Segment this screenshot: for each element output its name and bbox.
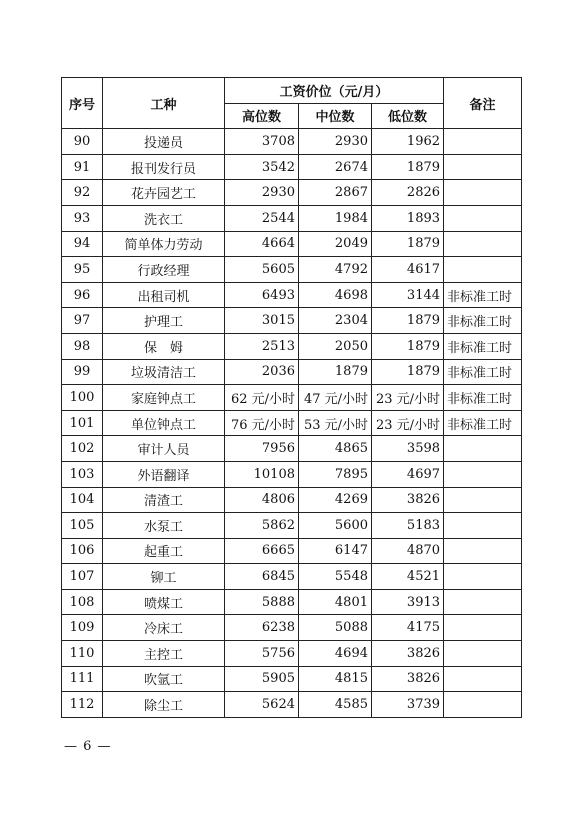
table-row bbox=[62, 308, 522, 334]
remark-cell bbox=[444, 180, 522, 206]
table-row bbox=[62, 692, 522, 718]
row-number-cell: 94 bbox=[62, 231, 103, 257]
wage-high-cell: 2036 bbox=[225, 359, 299, 385]
wage-mid-cell: 4269 bbox=[299, 487, 372, 513]
wage-high-cell: 3542 bbox=[225, 154, 299, 180]
remark-cell: 非标准工时 bbox=[444, 282, 522, 308]
remark-cell bbox=[444, 513, 522, 539]
row-number-cell: 91 bbox=[62, 154, 103, 180]
remark-cell bbox=[444, 666, 522, 692]
wage-low-cell: 3144 bbox=[372, 282, 444, 308]
remark-cell bbox=[444, 257, 522, 283]
row-number-cell: 95 bbox=[62, 257, 103, 283]
wage-mid-cell: 4801 bbox=[299, 589, 372, 615]
table-row bbox=[62, 513, 522, 539]
table-row bbox=[62, 385, 522, 411]
wage-mid-cell: 2867 bbox=[299, 180, 372, 206]
row-number-cell: 102 bbox=[62, 436, 103, 462]
wage-low-cell: 1879 bbox=[372, 359, 444, 385]
job-name-cell: 起重工 bbox=[103, 538, 225, 564]
row-number-cell: 103 bbox=[62, 461, 103, 487]
table-row bbox=[62, 154, 522, 180]
wage-high-cell: 2544 bbox=[225, 205, 299, 231]
job-name-cell: 审计人员 bbox=[103, 436, 225, 462]
wage-mid-cell: 4792 bbox=[299, 257, 372, 283]
job-name-cell: 投递员 bbox=[103, 129, 225, 155]
wage-high-cell: 5756 bbox=[225, 641, 299, 667]
wage-mid-cell: 1879 bbox=[299, 359, 372, 385]
header-mid: 中位数 bbox=[299, 103, 372, 129]
row-number-cell: 92 bbox=[62, 180, 103, 206]
wage-low-cell: 3598 bbox=[372, 436, 444, 462]
header-wage: 工资价位（元/月） bbox=[225, 78, 444, 104]
remark-cell bbox=[444, 564, 522, 590]
wage-high-cell: 2930 bbox=[225, 180, 299, 206]
remark-cell bbox=[444, 461, 522, 487]
job-name-cell: 铆工 bbox=[103, 564, 225, 590]
remark-cell: 非标准工时 bbox=[444, 410, 522, 436]
wage-mid-cell: 2049 bbox=[299, 231, 372, 257]
remark-cell bbox=[444, 487, 522, 513]
remark-cell bbox=[444, 231, 522, 257]
wage-low-cell: 1962 bbox=[372, 129, 444, 155]
row-number-cell: 97 bbox=[62, 308, 103, 334]
job-name-cell: 出租司机 bbox=[103, 282, 225, 308]
wage-mid-cell: 4815 bbox=[299, 666, 372, 692]
wage-mid-cell: 5088 bbox=[299, 615, 372, 641]
wage-high-cell: 3708 bbox=[225, 129, 299, 155]
job-name-cell: 吹氩工 bbox=[103, 666, 225, 692]
table-header bbox=[62, 78, 522, 129]
remark-cell bbox=[444, 589, 522, 615]
wage-low-cell: 3826 bbox=[372, 487, 444, 513]
job-name-cell: 家庭钟点工 bbox=[103, 385, 225, 411]
table-row bbox=[62, 129, 522, 155]
table-row bbox=[62, 589, 522, 615]
wage-low-cell: 1879 bbox=[372, 308, 444, 334]
wage-high-cell: 76 元/小时 bbox=[225, 410, 299, 436]
wage-low-cell: 1879 bbox=[372, 333, 444, 359]
header-no: 序号 bbox=[62, 78, 103, 129]
wage-low-cell: 5183 bbox=[372, 513, 444, 539]
table-row bbox=[62, 615, 522, 641]
job-name-cell: 冷床工 bbox=[103, 615, 225, 641]
job-name-cell: 简单体力劳动 bbox=[103, 231, 225, 257]
header-low: 低位数 bbox=[372, 103, 444, 129]
remark-cell bbox=[444, 538, 522, 564]
table-row bbox=[62, 436, 522, 462]
page-number: — 6 — bbox=[64, 739, 112, 754]
row-number-cell: 98 bbox=[62, 333, 103, 359]
wage-low-cell: 3826 bbox=[372, 641, 444, 667]
wage-high-cell: 5605 bbox=[225, 257, 299, 283]
job-name-cell: 垃圾清洁工 bbox=[103, 359, 225, 385]
row-number-cell: 93 bbox=[62, 205, 103, 231]
wage-mid-cell: 2050 bbox=[299, 333, 372, 359]
job-name-cell: 单位钟点工 bbox=[103, 410, 225, 436]
wage-low-cell: 23 元/小时 bbox=[372, 410, 444, 436]
wage-low-cell: 1879 bbox=[372, 154, 444, 180]
wage-low-cell: 3826 bbox=[372, 666, 444, 692]
wage-high-cell: 4664 bbox=[225, 231, 299, 257]
wage-high-cell: 3015 bbox=[225, 308, 299, 334]
remark-cell bbox=[444, 641, 522, 667]
row-number-cell: 108 bbox=[62, 589, 103, 615]
wage-mid-cell: 5600 bbox=[299, 513, 372, 539]
table-row bbox=[62, 487, 522, 513]
table-row bbox=[62, 538, 522, 564]
wage-table bbox=[61, 77, 522, 718]
job-name-cell: 喷煤工 bbox=[103, 589, 225, 615]
row-number-cell: 111 bbox=[62, 666, 103, 692]
wage-low-cell: 3913 bbox=[372, 589, 444, 615]
row-number-cell: 112 bbox=[62, 692, 103, 718]
table-row bbox=[62, 641, 522, 667]
remark-cell: 非标准工时 bbox=[444, 333, 522, 359]
wage-low-cell: 4175 bbox=[372, 615, 444, 641]
job-name-cell: 除尘工 bbox=[103, 692, 225, 718]
wage-high-cell: 5888 bbox=[225, 589, 299, 615]
remark-cell bbox=[444, 436, 522, 462]
job-name-cell: 花卉园艺工 bbox=[103, 180, 225, 206]
wage-low-cell: 4617 bbox=[372, 257, 444, 283]
row-number-cell: 90 bbox=[62, 129, 103, 155]
header-note: 备注 bbox=[444, 78, 522, 129]
wage-low-cell: 4697 bbox=[372, 461, 444, 487]
wage-high-cell: 5624 bbox=[225, 692, 299, 718]
wage-high-cell: 6845 bbox=[225, 564, 299, 590]
table-row bbox=[62, 205, 522, 231]
table-row bbox=[62, 180, 522, 206]
wage-high-cell: 5905 bbox=[225, 666, 299, 692]
wage-mid-cell: 4865 bbox=[299, 436, 372, 462]
wage-mid-cell: 2304 bbox=[299, 308, 372, 334]
table-row bbox=[62, 257, 522, 283]
job-name-cell: 报刊发行员 bbox=[103, 154, 225, 180]
remark-cell bbox=[444, 615, 522, 641]
row-number-cell: 100 bbox=[62, 385, 103, 411]
job-name-cell: 护理工 bbox=[103, 308, 225, 334]
remark-cell bbox=[444, 129, 522, 155]
wage-mid-cell: 4585 bbox=[299, 692, 372, 718]
wage-mid-cell: 7895 bbox=[299, 461, 372, 487]
wage-low-cell: 1893 bbox=[372, 205, 444, 231]
header-job: 工种 bbox=[103, 78, 225, 129]
job-name-cell: 清渣工 bbox=[103, 487, 225, 513]
table-row bbox=[62, 359, 522, 385]
row-number-cell: 104 bbox=[62, 487, 103, 513]
wage-low-cell: 1879 bbox=[372, 231, 444, 257]
wage-high-cell: 6665 bbox=[225, 538, 299, 564]
wage-mid-cell: 53 元/小时 bbox=[299, 410, 372, 436]
remark-cell bbox=[444, 692, 522, 718]
wage-high-cell: 4806 bbox=[225, 487, 299, 513]
wage-high-cell: 5862 bbox=[225, 513, 299, 539]
wage-low-cell: 4521 bbox=[372, 564, 444, 590]
job-name-cell: 主控工 bbox=[103, 641, 225, 667]
wage-low-cell: 23 元/小时 bbox=[372, 385, 444, 411]
wage-mid-cell: 6147 bbox=[299, 538, 372, 564]
table-row bbox=[62, 410, 522, 436]
remark-cell: 非标准工时 bbox=[444, 385, 522, 411]
wage-high-cell: 7956 bbox=[225, 436, 299, 462]
wage-low-cell: 4870 bbox=[372, 538, 444, 564]
table-row bbox=[62, 564, 522, 590]
wage-mid-cell: 2674 bbox=[299, 154, 372, 180]
job-name-cell: 外语翻译 bbox=[103, 461, 225, 487]
row-number-cell: 109 bbox=[62, 615, 103, 641]
row-number-cell: 105 bbox=[62, 513, 103, 539]
table-row bbox=[62, 333, 522, 359]
wage-mid-cell: 47 元/小时 bbox=[299, 385, 372, 411]
wage-mid-cell: 4698 bbox=[299, 282, 372, 308]
table-row bbox=[62, 282, 522, 308]
wage-mid-cell: 5548 bbox=[299, 564, 372, 590]
table-body bbox=[62, 129, 522, 718]
job-name-cell: 水泵工 bbox=[103, 513, 225, 539]
row-number-cell: 101 bbox=[62, 410, 103, 436]
wage-mid-cell: 2930 bbox=[299, 129, 372, 155]
wage-high-cell: 2513 bbox=[225, 333, 299, 359]
wage-mid-cell: 1984 bbox=[299, 205, 372, 231]
wage-mid-cell: 4694 bbox=[299, 641, 372, 667]
remark-cell bbox=[444, 205, 522, 231]
row-number-cell: 110 bbox=[62, 641, 103, 667]
wage-high-cell: 6493 bbox=[225, 282, 299, 308]
wage-high-cell: 62 元/小时 bbox=[225, 385, 299, 411]
wage-low-cell: 3739 bbox=[372, 692, 444, 718]
wage-low-cell: 2826 bbox=[372, 180, 444, 206]
table-row bbox=[62, 666, 522, 692]
remark-cell: 非标准工时 bbox=[444, 308, 522, 334]
row-number-cell: 96 bbox=[62, 282, 103, 308]
header-high: 高位数 bbox=[225, 103, 299, 129]
wage-high-cell: 10108 bbox=[225, 461, 299, 487]
table-row bbox=[62, 231, 522, 257]
wage-high-cell: 6238 bbox=[225, 615, 299, 641]
table-row bbox=[62, 461, 522, 487]
job-name-cell: 洗衣工 bbox=[103, 205, 225, 231]
row-number-cell: 107 bbox=[62, 564, 103, 590]
row-number-cell: 106 bbox=[62, 538, 103, 564]
remark-cell: 非标准工时 bbox=[444, 359, 522, 385]
remark-cell bbox=[444, 154, 522, 180]
job-name-cell: 保 姆 bbox=[103, 333, 225, 359]
row-number-cell: 99 bbox=[62, 359, 103, 385]
job-name-cell: 行政经理 bbox=[103, 257, 225, 283]
